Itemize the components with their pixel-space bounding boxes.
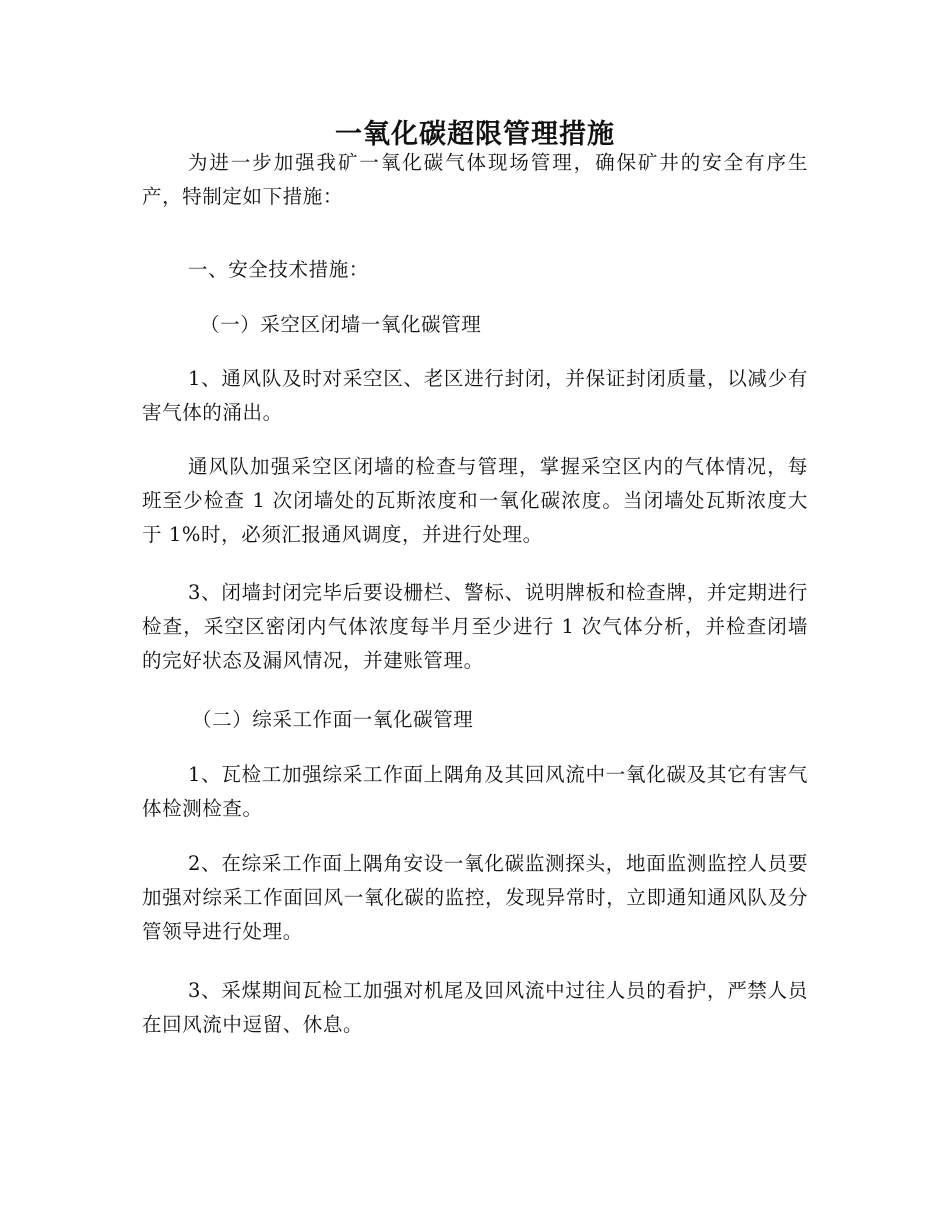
face-item-3: 3、采煤期间瓦检工加强对机尾及回风流中过往人员的看护，严禁人员在回风流中逗留、休息。 [142,979,808,1036]
goaf-item-3: 3、闭墙封闭完毕后要设栅栏、警标、说明牌板和检查牌，并定期进行检查，采空区密闭内气体浓度每半月至少进行 1 次气体分析，并检查闭墙的完好状态及漏风情况，并建账管理。 [142,581,808,672]
goaf-item-2: 通风队加强采空区闭墙的检查与管理，掌握采空区内的气体情况，每班至少检查 1 次闭墙处的瓦斯浓度和一氧化碳浓度。当闭墙处瓦斯浓度大于 1%时，必须汇报通风调度，并进行处理。 [142,455,808,546]
subsection-heading-goaf-seal: （一）采空区闭墙一氧化碳管理 [200,313,482,336]
goaf-item-1: 1、通风队及时对采空区、老区进行封闭，并保证封闭质量，以减少有害气体的涌出。 [142,367,808,424]
subsection-heading-fully-mechanized-face: （二）综采工作面一氧化碳管理 [192,708,474,731]
document-title: 一氧化碳超限管理措施 [335,119,615,150]
intro-paragraph: 为进一步加强我矿一氧化碳气体现场管理，确保矿井的安全有序生产，特制定如下措施： [142,151,808,208]
section-heading-safety-measures: 一、安全技术措施： [188,258,369,281]
face-item-2: 2、在综采工作面上隅角安设一氧化碳监测探头，地面监测监控人员要加强对综采工作面回风一氧化碳的监控，发现异常时，立即通知通风队及分管领导进行处理。 [142,852,808,943]
face-item-1: 1、瓦检工加强综采工作面上隅角及其回风流中一氧化碳及其它有害气体检测检查。 [142,763,808,820]
